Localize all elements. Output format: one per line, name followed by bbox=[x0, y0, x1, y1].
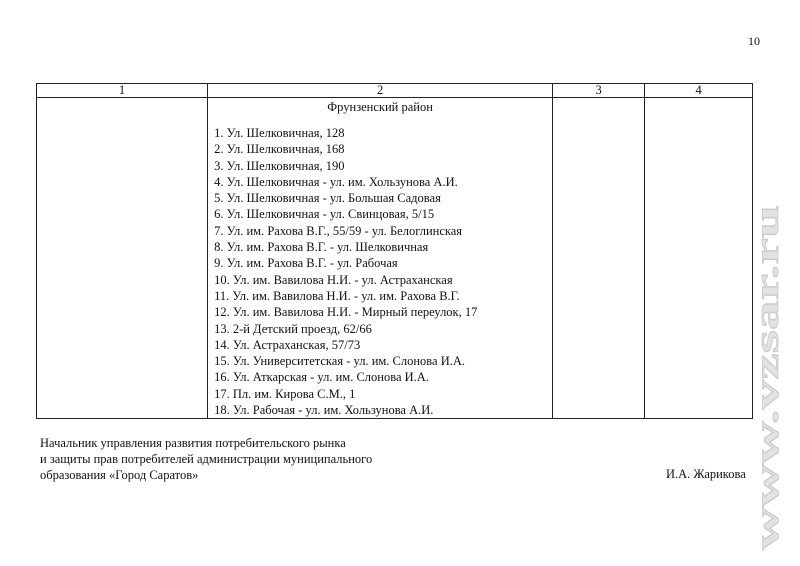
page-number: 10 bbox=[748, 34, 760, 48]
table-row bbox=[37, 98, 753, 419]
watermark-text bbox=[752, 200, 788, 555]
list-item: 7. Ул. им. Рахова В.Г., 55/59 - ул. Белоглинская bbox=[214, 223, 463, 238]
list-item: 8. Ул. им. Рахова В.Г. - ул. Шелковичная bbox=[214, 240, 429, 255]
watermark bbox=[752, 200, 788, 555]
list-item: 16. Ул. Аткарская - ул. им. Слонова И.А. bbox=[214, 370, 429, 385]
list-item: 13. 2-й Детский проезд, 62/66 bbox=[214, 321, 372, 336]
list-item: 11. Ул. им. Вавилова Н.И. - ул. им. Рахова В.Г. bbox=[214, 288, 460, 303]
signer-name: И.А. Жарикова bbox=[666, 467, 746, 481]
address-table bbox=[36, 83, 753, 419]
address-list bbox=[208, 125, 552, 418]
list-item: 5. Ул. Шелковичная - ул. Большая Садовая bbox=[214, 191, 441, 206]
signer-position-line-3: образования «Город Саратов» bbox=[40, 468, 199, 482]
list-item: 12. Ул. им. Вавилова Н.И. - Мирный переулок, 17 bbox=[214, 305, 478, 320]
list-item: 3. Ул. Шелковичная, 190 bbox=[214, 158, 345, 173]
cell-col-3 bbox=[553, 98, 645, 419]
signer-position-line-1: Начальник управления развития потребительского рынка bbox=[40, 436, 346, 450]
column-header-1: 1 bbox=[37, 84, 208, 98]
list-item: 15. Ул. Университетская - ул. им. Слонова И.А. bbox=[214, 354, 466, 369]
list-item: 2. Ул. Шелковичная, 168 bbox=[214, 142, 345, 157]
column-header-3: 3 bbox=[553, 84, 645, 98]
watermark-label: www.vzsar.ru bbox=[752, 352, 786, 550]
table-header-row bbox=[37, 84, 753, 98]
district-title: Фрунзенский район bbox=[327, 100, 433, 114]
cell-col-1 bbox=[37, 98, 208, 419]
list-item: 6. Ул. Шелковичная - ул. Свинцовая, 5/15 bbox=[214, 207, 435, 222]
column-header-4: 4 bbox=[645, 84, 753, 98]
list-item: 18. Ул. Рабочая - ул. им. Хользунова А.И. bbox=[214, 403, 434, 418]
list-item: 1. Ул. Шелковичная, 128 bbox=[214, 126, 345, 140]
cell-col-2 bbox=[208, 98, 553, 419]
list-item: 4. Ул. Шелковичная - ул. им. Хользунова А.И. bbox=[214, 174, 458, 189]
signer-position-line-2: и защиты прав потребителей администрации муниципального bbox=[40, 452, 373, 466]
signature-block bbox=[40, 435, 372, 483]
list-item: 17. Пл. им. Кирова С.М., 1 bbox=[214, 386, 356, 401]
column-header-2: 2 bbox=[208, 84, 553, 98]
list-item: 10. Ул. им. Вавилова Н.И. - ул. Астраханская bbox=[214, 272, 453, 287]
cell-col-4 bbox=[645, 98, 753, 419]
list-item: 14. Ул. Астраханская, 57/73 bbox=[214, 337, 361, 352]
list-item: 9. Ул. им. Рахова В.Г. - ул. Рабочая bbox=[214, 256, 398, 271]
